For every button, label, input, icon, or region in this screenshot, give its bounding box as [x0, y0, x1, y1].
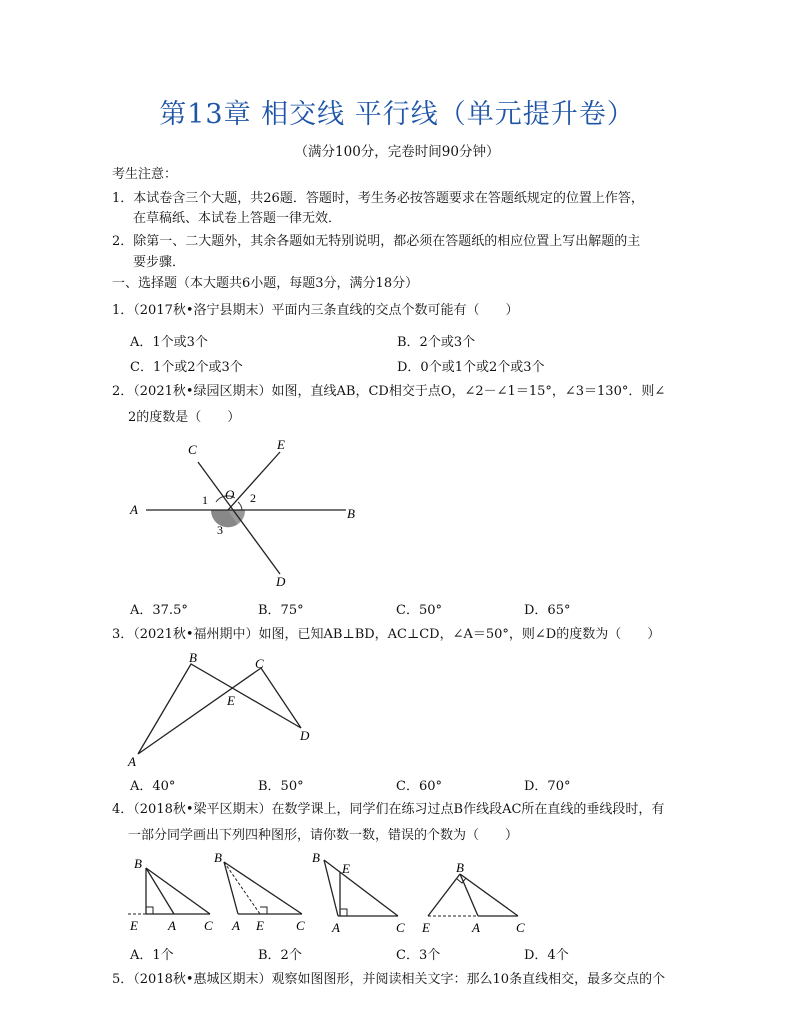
section-heading: 一、选择题（本大题共6小题，每题3分，满分18分）: [112, 276, 419, 291]
q3-label-e: E: [227, 693, 235, 708]
q2-label-e: E: [277, 437, 285, 452]
q2-label-angle-2: 2: [250, 491, 256, 505]
q1-option-c[interactable]: C．1个或2个或3个: [130, 360, 243, 375]
q4-f4-label-b: B: [456, 860, 464, 875]
q2-option-b[interactable]: B．75°: [258, 603, 304, 618]
q4-figure-4: [421, 860, 525, 935]
question-4-stem: 4．（2018秋•梁平区期末）在数学课上，同学们在练习过点B作线段AC所在直线的垂线段时，有: [112, 802, 665, 817]
q4-f2-label-c: C: [296, 918, 305, 933]
q4-figure-1: [128, 856, 213, 933]
page-title: 第13章 相交线 平行线（单元提升卷）: [159, 99, 635, 130]
question-2-stem-cont: 2的度数是（ ）: [128, 410, 241, 425]
q2-label-b: B: [347, 506, 355, 521]
notice-heading: 考生注意：: [112, 167, 178, 182]
q4-f1-label-b: B: [134, 856, 142, 871]
q4-f3-label-e: E: [342, 861, 350, 876]
q4-f2-label-b: B: [214, 850, 222, 865]
q3-option-b[interactable]: B．50°: [258, 779, 304, 794]
q3-option-d[interactable]: D．70°: [524, 779, 571, 794]
q2-option-c[interactable]: C．50°: [396, 603, 442, 618]
question-1-stem: 1．（2017秋•洛宁县期末）平面内三条直线的交点个数可能有（ ）: [112, 303, 519, 318]
notice-item-2: 2．除第一、二大题外，其余各题如无特别说明，都必须在答题纸的相应位置上写出解题的主: [112, 234, 641, 249]
q3-label-d: D: [300, 728, 310, 743]
q1-option-b[interactable]: B．2个或3个: [397, 335, 476, 350]
q2-option-a[interactable]: A．37.5°: [130, 603, 188, 618]
q4-f1-label-a: A: [168, 918, 176, 933]
q2-label-a: A: [130, 502, 138, 517]
notice-item-1: 1．本试卷含三个大题，共26题．答题时，考生务必按答题要求在答题纸规定的位置上作答，: [112, 191, 644, 206]
q4-f3-label-c: C: [396, 920, 405, 935]
q4-figures: [120, 848, 540, 938]
q4-f4-label-e: E: [422, 920, 430, 935]
q4-f4-label-c: C: [516, 920, 525, 935]
q4-figure-3: [312, 850, 405, 935]
q3-label-a: A: [128, 754, 136, 768]
q2-line-cd: [198, 462, 280, 574]
q2-label-d: D: [276, 574, 286, 589]
q2-label-angle-3: 3: [217, 523, 223, 537]
q3-option-c[interactable]: C．60°: [396, 779, 442, 794]
q4-f3-label-a: A: [332, 920, 340, 935]
q4-f2-label-a: A: [232, 918, 240, 933]
question-4-stem-cont: 一部分同学画出下列四种图形，请你数一数，错误的个数为（ ）: [128, 828, 519, 843]
q4-f1-label-e: E: [130, 918, 138, 933]
q3-shape: [138, 664, 301, 754]
q4-option-c[interactable]: C．3个: [396, 948, 441, 963]
q4-f1-label-c: C: [204, 918, 213, 933]
q2-figure: [120, 432, 380, 592]
q4-figure-2: [214, 850, 305, 933]
q3-label-b: B: [189, 650, 197, 665]
question-2-stem: 2．（2021秋•绿园区期末）如图，直线AB，CD相交于点O，∠2－∠1＝15°，∠3＝130°．则∠: [112, 384, 666, 399]
notice-item-1-cont: 在草稿纸、本试卷上答题一律无效．: [133, 211, 342, 226]
q4-f2-label-e: E: [256, 918, 264, 933]
q2-option-d[interactable]: D．65°: [524, 603, 571, 618]
q3-option-a[interactable]: A．40°: [130, 779, 176, 794]
q2-label-c: C: [188, 442, 197, 457]
q4-option-b[interactable]: B．2个: [258, 948, 302, 963]
page-subtitle: （满分100分，完卷时间90分钟）: [294, 144, 500, 160]
q3-figure: [124, 648, 324, 768]
q1-option-d[interactable]: D．0个或1个或2个或3个: [397, 360, 545, 375]
q2-label-angle-1: 1: [202, 493, 208, 507]
q4-option-d[interactable]: D．4个: [524, 948, 569, 963]
q4-f3-label-b: B: [312, 850, 320, 865]
q1-option-a[interactable]: A．1个或3个: [130, 335, 208, 350]
question-3-stem: 3．（2021秋•福州期中）如图，已知AB⊥BD，AC⊥CD，∠A＝50°，则∠D的度数为（ ）: [112, 627, 661, 642]
question-5-stem: 5．（2018秋•惠城区期末）观察如图图形，并阅读相关文字：那么10条直线相交，最多交点的个: [112, 972, 666, 987]
q3-label-c: C: [255, 656, 264, 671]
q4-f4-label-a: A: [472, 920, 480, 935]
q4-option-a[interactable]: A．1个: [130, 948, 174, 963]
notice-item-2-cont: 要步骤．: [133, 255, 186, 270]
q2-angle-2-arc: [238, 502, 242, 510]
q2-label-o: O: [225, 487, 235, 502]
